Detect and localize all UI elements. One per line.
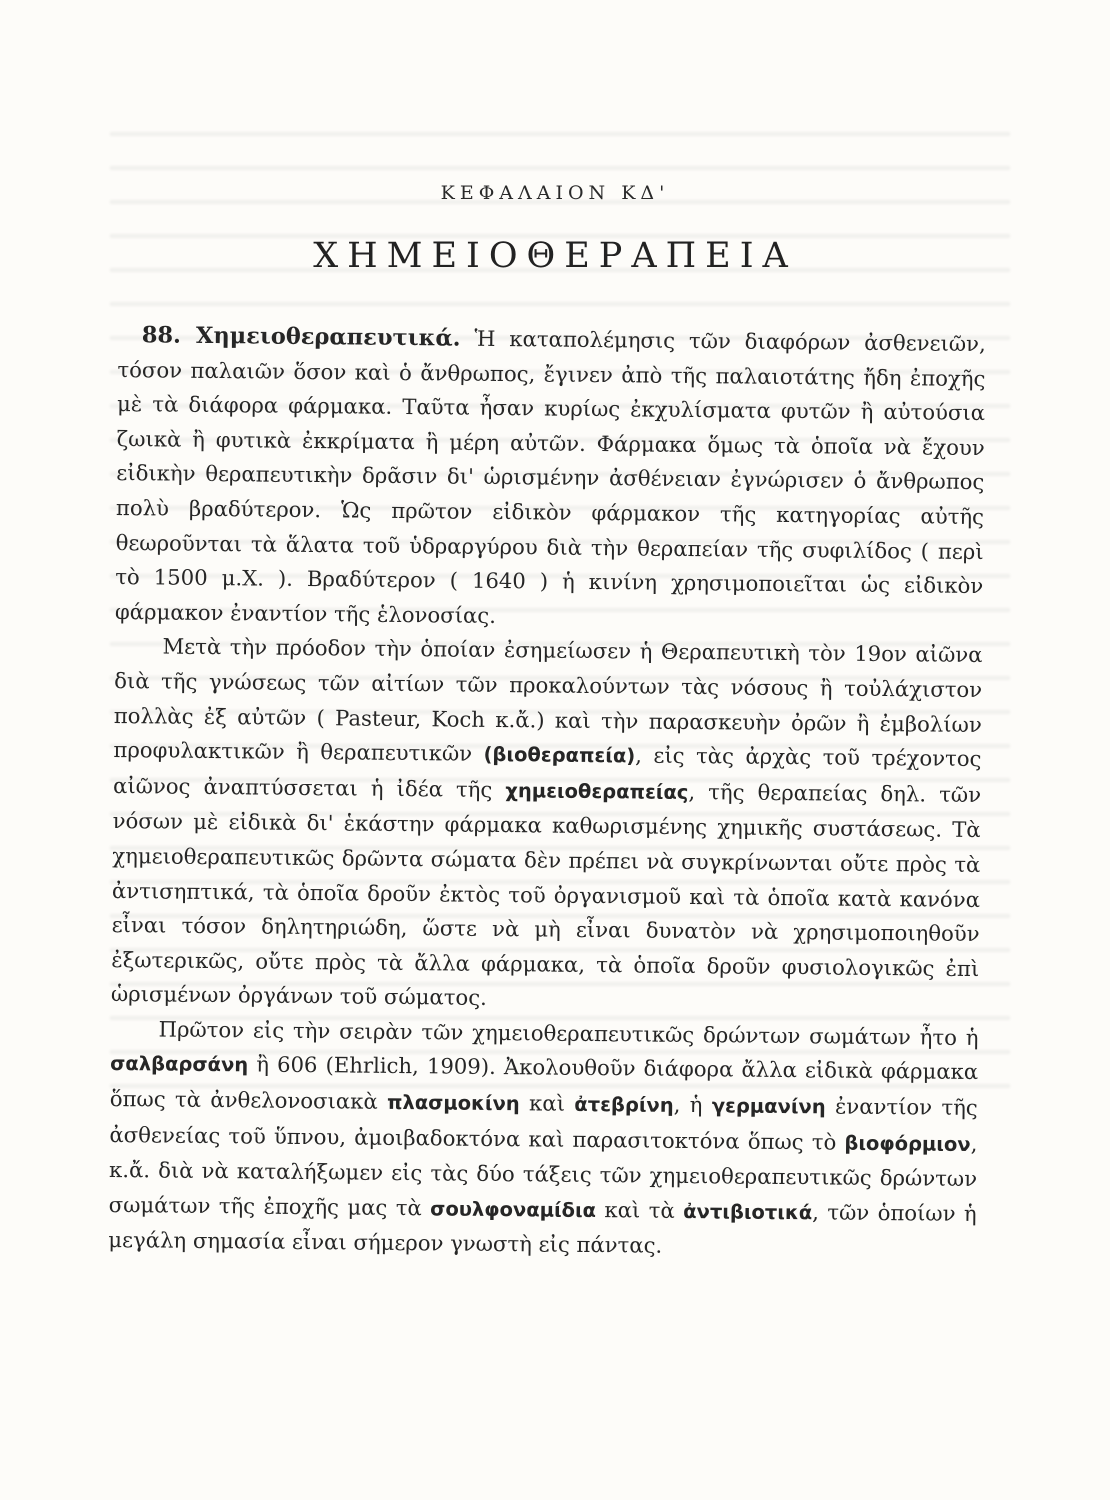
term-sulfonamides: σουλφοναμίδια <box>430 1197 597 1222</box>
paragraph-3-text-d: , ἡ <box>673 1091 703 1118</box>
chapter-label: ΚΕΦΑΛΑΙΟΝ ΚΔ' <box>440 182 670 204</box>
paragraph-1 <box>115 318 986 638</box>
paragraph-3-text-a: Πρῶτον εἰς τὴν σειρὰν τῶν χημειοθεραπευτικῶς δρώντων σωμάτων ἦτο ἡ <box>158 1016 979 1050</box>
paragraph-2-text-a: Μετὰ τὴν πρόοδον τὴν ὁποίαν ἐσημείωσεν ἡ Θεραπευτικὴ τὸν 19ον αἰῶνα διὰ τῆς γνώσεως τῶν αἰτίων τῶν προκαλούντων τὰς νόσους ἢ τοὐλάχιστον πολλὰς ἐξ αὐτῶν ( Pasteur, Koch κ.ἄ.) καὶ τὴν παρασκευὴν ὀρῶν ἢ ἐμβολίων προφυλακτικῶν ἢ θεραπευτικῶν <box>113 633 983 766</box>
paragraph-1-text: Ἡ καταπολέμησις τῶν διαφόρων ἀσθενειῶν, τόσον παλαιῶν ὅσον καὶ ὁ ἄνθρωπος, ἔγινεν ἀπὸ τῆς παλαιοτάτης ἤδη ἐποχῆς μὲ τὰ διάφορα φάρμακα. Ταῦτα ἦσαν κυρίως ἐκχυλίσματα φυτῶν ἢ αὐτούσια ζωικὰ ἢ φυτικὰ ἐκκρίματα ἢ μέρη αὐτῶν. Φάρμακα ὅμως τὰ ὁποῖα νὰ ἔχουν εἰδικὴν θεραπευτικὴν δρᾶσιν δι' ὡρισμένην ἀσθένειαν ἐγνώρισεν ὁ ἄνθρωπος πολὺ βραδύτερον. Ὡς πρῶτον εἰδικὸν φάρμακον τῆς κατηγορίας αὐτῆς θεωροῦνται τὰ ἅλατα τοῦ ὑδραργύρου διὰ τὴν θεραπείαν τῆς συφιλίδος ( περὶ τὸ 1500 μ.Χ. ). Βραδύτερον ( 1640 ) ἡ κινίνη χρησιμοποιεῖται ὡς εἰδικὸν φάρμακον ἐναντίον τῆς ἑλονοσίας. <box>114 325 986 628</box>
term-bioformium: βιοφόρμιον <box>844 1131 971 1156</box>
term-chemotherapy: χημειοθεραπείας <box>505 778 689 804</box>
chapter-title: ΧΗΜΕΙΟΘΕΡΑΠΕΙΑ <box>313 236 797 276</box>
paragraph-3-text-b: ἢ 606 (Ehrlich, 1909). Ἀκολουθοῦν διάφορα ἄλλα εἰδικὰ φάρμακα ὅπως τὰ ἀνθελονοσιακὰ <box>109 1051 979 1114</box>
paragraph-3 <box>108 1012 979 1267</box>
paragraph-2-text-b: , εἰς τὰς ἀρχὰς τοῦ τρέχοντος αἰῶνος ἀναπτύσσεται ἡ ἰδέα τῆς <box>112 742 982 802</box>
term-salvarsan: σαλβαρσάνη <box>110 1052 249 1077</box>
term-plasmoquine: πλασμοκίνη <box>386 1090 520 1116</box>
term-biotherapy: (βιοθεραπεία) <box>483 742 636 768</box>
paragraph-2-text-c: , τῆς θεραπείας δηλ. τῶν νόσων μὲ εἰδικὰ δι' ἑκάστην φάρμακα καθωρισμένης χημικῆς συστάσεως. Τὰ χημειοθεραπευτικῶς δρῶντα σώματα δὲν πρέπει νὰ συγκρίνωνται οὔτε πρὸς τὰ ἀντισηπτικά, τὰ ὁποῖα δροῦν ἐκτὸς τοῦ ὀργανισμοῦ καὶ τὰ ὁποῖα κατὰ κανόνα εἶναι τόσον δηλητηριώδη, ὥστε νὰ μὴ εἶναι δυνατὸν νὰ χρησιμοποιηθοῦν ἐξωτερικῶς, οὔτε πρὸς τὰ ἄλλα φάρμακα, τὰ ὁποῖα δροῦν φυσιολογικῶς ἐπὶ ὡρισμένων ὀργάνων τοῦ σώματος. <box>110 778 982 1011</box>
term-antibiotics: ἀντιβιοτικά <box>683 1199 813 1225</box>
chapter-body <box>108 318 986 1267</box>
paragraph-3-text-c: καὶ <box>528 1090 566 1116</box>
paragraph-3-text-f: , κ.ἄ. διὰ νὰ καταλήξωμεν εἰς τὰς δύο τάξεις τῶν χημειοθεραπευτικῶς δρώντων σωμάτων τῆς ἐποχῆς μας τὰ <box>108 1130 978 1221</box>
term-atebrine: ἀτεβρίνη <box>574 1092 674 1117</box>
section-heading: 88. Χημειοθεραπευτικά. <box>141 322 461 352</box>
paragraph-2 <box>111 629 983 1021</box>
paragraph-3-text-g: καὶ τὰ <box>604 1196 675 1223</box>
paragraph-3-text-e: ἐναντίον τῆς ἀσθενείας τοῦ ὕπνου, ἀμοιβαδοκτόνα καὶ παρασιτοκτόνα ὅπως τὸ <box>109 1093 978 1155</box>
paragraph-3-text-h: , τῶν ὁποίων ἡ μεγάλη σημασία εἶναι σήμερον γνωστὴ εἰς πάντας. <box>108 1199 977 1259</box>
term-germanin: γερμανίνη <box>711 1094 826 1119</box>
